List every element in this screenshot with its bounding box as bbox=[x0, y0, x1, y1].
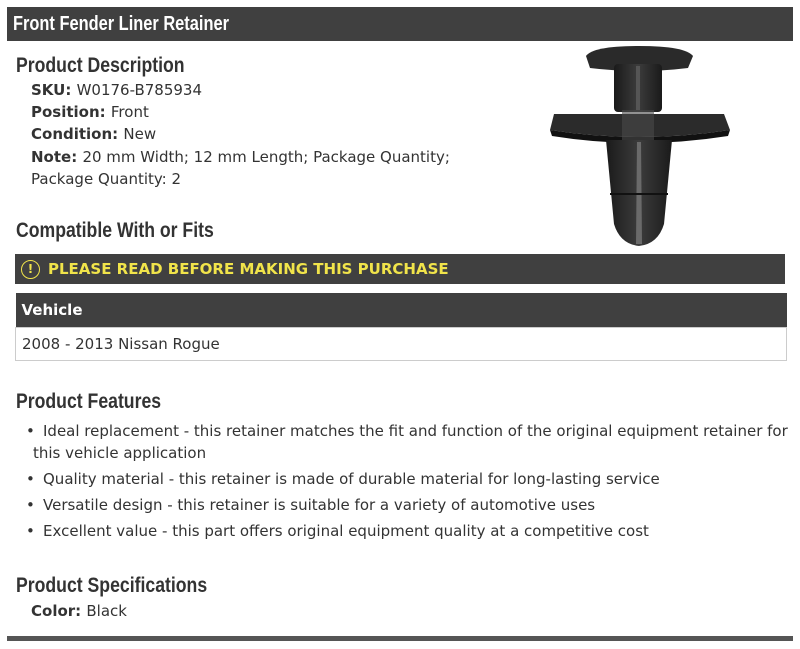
vehicle-table-header-row bbox=[16, 293, 787, 327]
bullet-icon: • bbox=[26, 496, 35, 514]
sku-label: SKU: bbox=[31, 81, 77, 99]
page-title: Front Fender Liner Retainer bbox=[13, 13, 229, 35]
position-label: Position: bbox=[31, 103, 111, 121]
sku-value: W0176-B785934 bbox=[76, 81, 203, 99]
feature-text: Quality material - this retainer is made of durable material for long-lasting service bbox=[43, 470, 660, 488]
feature-text: Ideal replacement - this retainer matches the fit and function of the original equipment retainer for this vehicle application bbox=[33, 422, 788, 462]
retainer-product-image bbox=[548, 44, 730, 250]
list-item bbox=[26, 468, 796, 490]
color-label: Color: bbox=[31, 602, 87, 620]
bullet-icon: • bbox=[26, 522, 35, 540]
bullet-icon: • bbox=[26, 422, 35, 440]
product-description-heading: Product Description bbox=[16, 54, 185, 77]
feature-text: Versatile design - this retainer is suitable for a variety of automotive uses bbox=[43, 496, 596, 514]
color-value: Black bbox=[86, 602, 127, 620]
purchase-notice-text: PLEASE READ BEFORE MAKING THIS PURCHASE bbox=[48, 260, 449, 278]
position-value: Front bbox=[110, 103, 149, 121]
condition-row bbox=[31, 124, 156, 145]
product-features-heading: Product Features bbox=[16, 390, 162, 413]
vehicle-cell: 2008 - 2013 Nissan Rogue bbox=[16, 327, 787, 360]
condition-label: Condition: bbox=[31, 125, 124, 143]
vehicle-table bbox=[15, 293, 787, 361]
note-row bbox=[31, 147, 450, 168]
purchase-notice-banner bbox=[15, 254, 785, 284]
list-item bbox=[26, 520, 796, 542]
feature-text: Excellent value - this part offers original equipment quality at a competitive cost bbox=[43, 522, 649, 540]
warning-icon: ! bbox=[21, 260, 40, 279]
note-label: Note: bbox=[31, 148, 83, 166]
note-continuation-value: Package Quantity: 2 bbox=[31, 170, 182, 188]
note-value: 20 mm Width; 12 mm Length; Package Quantity; bbox=[82, 148, 450, 166]
bullet-icon: • bbox=[26, 470, 35, 488]
color-row bbox=[31, 601, 127, 622]
features-list bbox=[26, 420, 796, 546]
compatible-heading: Compatible With or Fits bbox=[16, 219, 214, 242]
note-continuation-row bbox=[31, 169, 181, 190]
sku-row bbox=[31, 80, 202, 101]
vehicle-column-header: Vehicle bbox=[16, 293, 787, 327]
table-row bbox=[16, 327, 787, 360]
position-row bbox=[31, 102, 149, 123]
page-title-bar bbox=[7, 7, 793, 41]
product-specifications-heading: Product Specifications bbox=[16, 574, 208, 597]
list-item bbox=[26, 420, 796, 464]
condition-value: New bbox=[123, 125, 157, 143]
list-item bbox=[26, 494, 796, 516]
bottom-divider bbox=[7, 636, 793, 641]
